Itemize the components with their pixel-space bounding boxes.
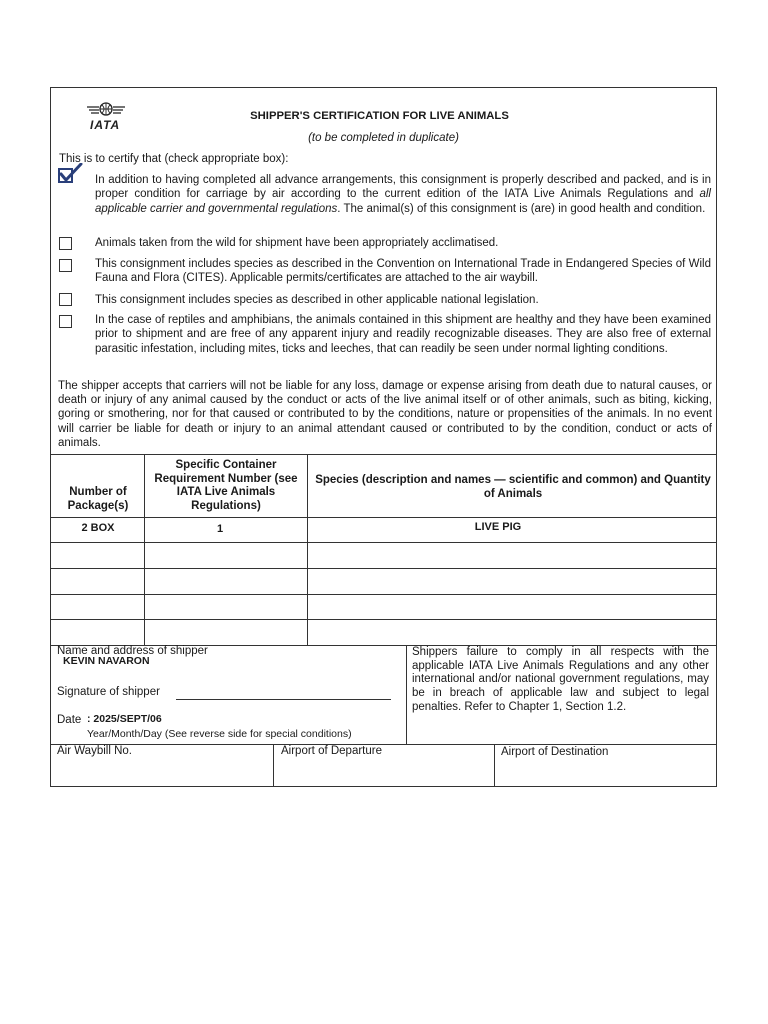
footer-top-border: [51, 744, 716, 745]
checkbox-acclimatised[interactable]: [59, 237, 72, 250]
signature-label: Signature of shipper: [57, 686, 160, 698]
certification-form: [50, 87, 717, 787]
table-row-divider: [51, 594, 716, 595]
certification-4-text: This consignment includes species as described in other applicable national legislation.: [95, 294, 539, 306]
cell-species[interactable]: LIVE PIG: [474, 521, 522, 533]
footer-divider-2: [494, 744, 495, 786]
header-container-requirement: Specific Container Requirement Number (see IATA Live Animals Regulations): [154, 459, 298, 512]
shipper-name-value[interactable]: KEVIN NAVARON: [63, 655, 150, 667]
table-row-divider: [51, 542, 716, 543]
header-number-of-packages: Number of Package(s): [67, 486, 129, 512]
cell-container-number[interactable]: 1: [216, 523, 224, 535]
iata-logo-text: IATA: [90, 118, 121, 132]
header-species: Species (description and names — scientific and common) and Quantity of Animals: [315, 474, 711, 500]
intro-text: This is to certify that (check appropriate box):: [59, 153, 289, 165]
form-title: SHIPPER'S CERTIFICATION FOR LIVE ANIMALS: [250, 110, 509, 122]
checkbox-national-legislation[interactable]: [59, 293, 72, 306]
form-subtitle: (to be completed in duplicate): [308, 132, 459, 144]
air-waybill-label: Air Waybill No.: [57, 745, 132, 757]
date-label: Date: [57, 714, 82, 726]
table-col-divider-2: [307, 454, 308, 645]
certification-3-text: This consignment includes species as described in the Convention on International Trade in Endangered Species of Wild Fauna and Flora (CITES). Applicable permits/certificates are attached to the air waybill.: [95, 258, 711, 285]
shipper-name-label: Name and address of shipper: [57, 645, 208, 657]
table-row-divider: [51, 568, 716, 569]
cell-packages[interactable]: 2 BOX: [81, 522, 115, 534]
certification-1-text: In addition to having completed all advance arrangements, this consignment is properly described and packed, and is in proper condition for carriage by air according to the current edition of the IATA Live Animals Regulations and all applicable carrier and governmental regulations. The animal(s) of this consignment is (are) in good health and condition.: [95, 174, 711, 215]
airport-departure-label: Airport of Departure: [281, 745, 382, 757]
airport-destination-label: Airport of Destination: [501, 746, 609, 758]
checkbox-reptiles[interactable]: [59, 315, 72, 328]
shipper-warning-divider: [406, 645, 407, 744]
table-col-divider-1: [144, 454, 145, 645]
checked-checkbox[interactable]: [57, 163, 83, 187]
table-row-divider: [51, 517, 716, 518]
table-top-border: [51, 454, 716, 455]
date-value[interactable]: : 2025/SEPT/06: [87, 713, 162, 725]
footer-divider-1: [273, 744, 274, 786]
liability-paragraph: The shipper accepts that carriers will not be liable for any loss, damage or expense arising from death due to natural causes, or death or injury of any animal caused by the conduct or acts of the live animal itself or of other animals, such as biting, kicking, goring or smothering, nor for that caused or contributed to by the conditions, nature or propensities of the animals. In no event will carrier be liable for death or injury to an animal attendant caused or contributed to by the condition, conduct or acts of animals.: [58, 380, 712, 449]
certification-2-text: Animals taken from the wild for shipment have been appropriately acclimatised.: [95, 237, 499, 249]
checkbox-cites[interactable]: [59, 259, 72, 272]
shipper-warning: Shippers failure to comply in all respects with the applicable IATA Live Animals Regulations and any other international and/or national government regulations, may be in breach of applicable law and subject to legal penalties. Refer to Chapter 1, Section 1.2.: [412, 646, 709, 713]
certification-5-text: In the case of reptiles and amphibians, the animals contained in this shipment are healthy and they have been examined prior to shipment and are free of any apparent injury and readily recognizable diseases. They are also free of external parasitic infestation, including mites, ticks and leeches, that can readily be seen under normal lighting conditions.: [95, 314, 711, 355]
signature-line[interactable]: [176, 699, 391, 700]
table-row-divider: [51, 619, 716, 620]
date-format-note: Year/Month/Day (See reverse side for special conditions): [87, 728, 352, 740]
